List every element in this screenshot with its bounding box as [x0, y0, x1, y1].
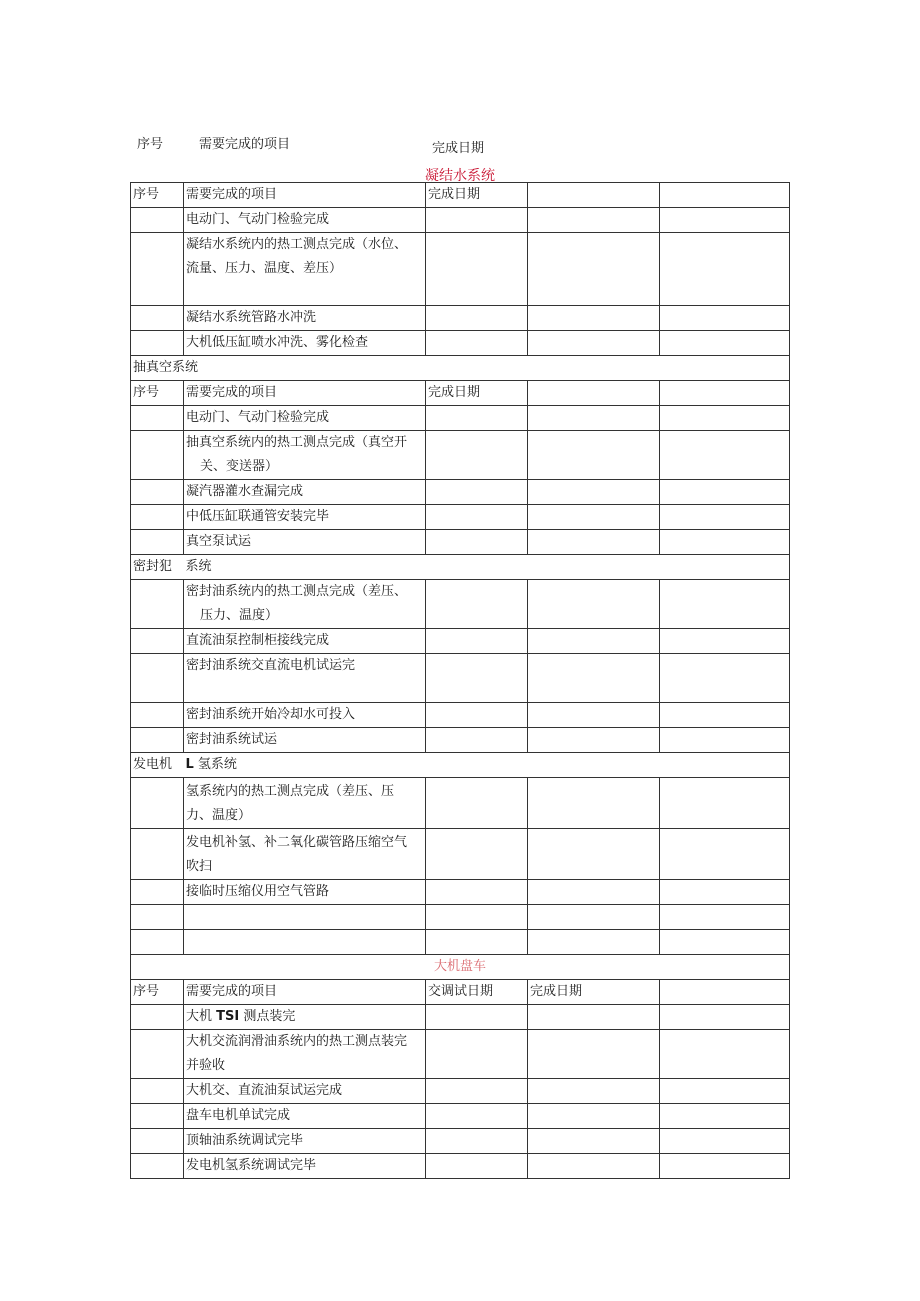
section-title-vacuum: 抽真空系统 [131, 356, 790, 381]
table-row [131, 431, 790, 480]
section-row-vacuum [131, 356, 790, 381]
item-cell: 凝汽器灌水查漏完成 [184, 480, 426, 505]
table-row [131, 1079, 790, 1104]
section-row-turning [131, 955, 790, 980]
table-row [131, 331, 790, 356]
table-row [131, 703, 790, 728]
section-row-hydrogen [131, 753, 790, 778]
table-row [131, 480, 790, 505]
section-title-turning: 大机盘车 [131, 955, 790, 980]
item-line: 密封油系统内的热工测点完成（差压、 [186, 584, 408, 599]
item-cell [184, 778, 426, 829]
item-cell: 凝结水系统管路水冲洗 [184, 306, 426, 331]
cell-empty [528, 183, 660, 208]
table-row-empty [131, 930, 790, 955]
hydrogen-title-mark: L [185, 757, 194, 772]
item-cell: 密封油系统试运 [184, 728, 426, 753]
item-line: 大机交流润滑油系统内的热工测点装完 [186, 1034, 408, 1049]
page-header-seq: 序号 [137, 137, 164, 152]
checklist-table [130, 182, 790, 1179]
cell-empty [660, 183, 790, 208]
item-line: 抽真空系统内的热工测点完成（真空开 [186, 435, 408, 450]
table-row [131, 1104, 790, 1129]
item-text: 大机 [186, 1009, 217, 1024]
item-line: 氢系统内的热工测点完成（差压、压 [186, 784, 395, 799]
item-cell: 顶轴油系统调试完毕 [184, 1129, 426, 1154]
page-header-date: 完成日期 [432, 141, 485, 156]
table-header-row [131, 183, 790, 208]
item-cell: 密封油系统开始冷却水可投入 [184, 703, 426, 728]
table-row [131, 829, 790, 880]
table-row [131, 208, 790, 233]
item-cell: 大机交、直流油泵试运完成 [184, 1079, 426, 1104]
header-seq: 序号 [131, 381, 184, 406]
table-row [131, 406, 790, 431]
section-title-hydrogen-b [184, 753, 790, 778]
hydrogen-title-text: 氢系统 [193, 757, 237, 772]
table-row [131, 1154, 790, 1179]
table-row [131, 1030, 790, 1079]
item-cell: 直流油泵控制柜接线完成 [184, 629, 426, 654]
item-cell: 接临时压缩仪用空气管路 [184, 880, 426, 905]
section-title-condensate: 凝结水系统 [425, 168, 495, 184]
item-line: 流量、压力、温度、差压） [186, 261, 343, 276]
table-row [131, 880, 790, 905]
item-line: 发电机补氢、补二氧化碳管路压缩空气 [186, 835, 408, 850]
table-row [131, 505, 790, 530]
header-debug-date: 交调试日期 [426, 980, 528, 1005]
item-line: 关、变送器） [200, 459, 279, 474]
item-text: 测点装完 [239, 1009, 296, 1024]
header-date: 完成日期 [528, 980, 660, 1005]
section-row-seal-oil [131, 555, 790, 580]
item-cell [184, 233, 426, 306]
item-line: 力、温度） [186, 808, 252, 823]
section-title-seal-oil-a: 密封犯 [131, 555, 184, 580]
item-cell [184, 1030, 426, 1079]
item-cell: 发电机氢系统调试完毕 [184, 1154, 426, 1179]
item-code: TSI [216, 1009, 240, 1024]
table-row [131, 306, 790, 331]
item-cell: 大机低压缸喷水冲洗、雾化检查 [184, 331, 426, 356]
table-row [131, 233, 790, 306]
table-row [131, 654, 790, 703]
item-cell [184, 580, 426, 629]
section-title-seal-oil-b: 系统 [184, 555, 790, 580]
header-date: 完成日期 [426, 381, 528, 406]
table-row [131, 1129, 790, 1154]
table-row [131, 629, 790, 654]
item-cell: 中低压缸联通管安装完毕 [184, 505, 426, 530]
header-item: 需要完成的项目 [184, 183, 426, 208]
item-cell [184, 829, 426, 880]
item-line: 压力、温度） [200, 608, 279, 623]
header-item: 需要完成的项目 [184, 980, 426, 1005]
table-row-empty [131, 905, 790, 930]
item-line: 吹扫 [186, 859, 213, 874]
table-header-row [131, 980, 790, 1005]
item-line: 并验收 [186, 1058, 226, 1073]
item-cell: 密封油系统交直流电机试运完 [184, 654, 426, 703]
header-date: 完成日期 [426, 183, 528, 208]
item-cell [184, 431, 426, 480]
item-cell: 电动门、气动门检验完成 [184, 208, 426, 233]
item-cell: 盘车电机单试完成 [184, 1104, 426, 1129]
header-seq: 序号 [131, 980, 184, 1005]
table-header-row [131, 381, 790, 406]
table-row [131, 778, 790, 829]
header-item: 需要完成的项目 [184, 381, 426, 406]
page-header-item: 需要完成的项目 [199, 137, 291, 152]
table-row [131, 728, 790, 753]
table-row [131, 530, 790, 555]
item-cell [184, 1005, 426, 1030]
item-cell: 电动门、气动门检验完成 [184, 406, 426, 431]
item-cell: 真空泵试运 [184, 530, 426, 555]
item-line: 凝结水系统内的热工测点完成（水位、 [186, 237, 408, 252]
section-title-hydrogen-a: 发电机 [131, 753, 184, 778]
table-row [131, 580, 790, 629]
table-row [131, 1005, 790, 1030]
header-seq: 序号 [131, 183, 184, 208]
